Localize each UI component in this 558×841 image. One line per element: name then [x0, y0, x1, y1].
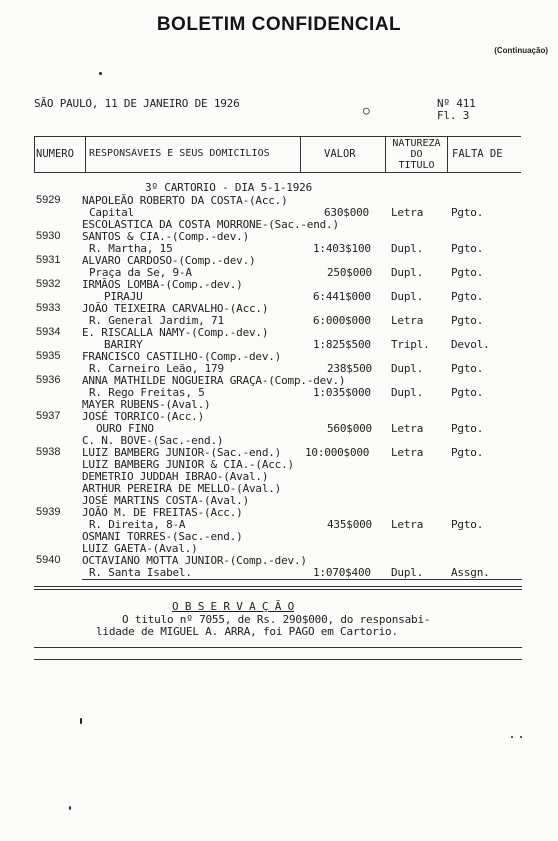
entry-number: 5932 [36, 278, 61, 290]
col-header-responsaveis: RESPONSAVEIS E SEUS DOMICILIOS [89, 148, 270, 159]
entry-number: 5933 [36, 302, 61, 314]
ink-speck [99, 72, 102, 75]
entry-nature: Letra [391, 206, 424, 219]
entry-nature: Letra [391, 518, 424, 531]
continuation-label: (Continuação) [494, 46, 548, 55]
ink-speck [520, 736, 522, 738]
entry-value: 1:403$100 [313, 242, 371, 255]
document-title: BOLETIM CONFIDENCIAL [156, 14, 402, 35]
entry-reason: Pgto. [451, 422, 484, 435]
sheet-number: Fl. 3 [437, 109, 470, 122]
entry-reason: Pgto. [451, 518, 484, 531]
city-date: SÃO PAULO, 11 DE JANEIRO DE 1926 [34, 97, 240, 110]
entry-number: 5931 [36, 254, 61, 266]
entry-number: 5930 [36, 230, 61, 242]
entry-line: LUIZ BAMBERG JUNIOR & CIA.-(Acc.) [82, 458, 294, 471]
entry-line: BARIRY [104, 338, 143, 351]
separator-rule-double [34, 589, 522, 590]
table-bottom-rule [82, 579, 522, 580]
entry-number: 5938 [36, 446, 61, 458]
entry-number: 5935 [36, 350, 61, 362]
col-header-numero: NUMERO [36, 148, 74, 160]
entry-line: FRANCISCO CASTILHO-(Comp.-dev.) [82, 350, 282, 363]
entry-value: 435$000 [327, 518, 372, 531]
col-header-falta: FALTA DE [452, 148, 503, 160]
entry-reason: Devol. [451, 338, 490, 351]
entry-value: 1:825$500 [313, 338, 371, 351]
entry-number: 5936 [36, 374, 61, 386]
entry-reason: Pgto. [451, 206, 484, 219]
entry-line: OURO FINO [96, 422, 154, 435]
entry-number: 5929 [36, 194, 61, 206]
entry-line: E. RISCALLA NAMY-(Comp.-dev.) [82, 326, 269, 339]
circle-mark-icon: ○ [363, 104, 370, 117]
entry-reason: Pgto. [451, 386, 484, 399]
separator-rule [34, 586, 522, 587]
entry-line: R. General Jardim, 71 [89, 314, 224, 327]
entry-reason: Pgto. [451, 314, 484, 327]
observation-rule [34, 647, 522, 648]
entry-line: ANNA MATHILDE NOGUEIRA GRAÇA-(Comp.-dev.) [82, 374, 346, 387]
entry-value: 560$000 [327, 422, 372, 435]
entry-number: 5934 [36, 326, 61, 338]
entry-number: 5939 [36, 506, 61, 518]
table-left-edge [34, 136, 35, 172]
entry-nature: Dupl. [391, 362, 424, 375]
col-divider-4 [447, 136, 448, 172]
entry-reason: Pgto. [451, 446, 484, 459]
entry-line: IRMÃOS LOMBA-(Comp.-dev.) [82, 278, 243, 291]
entry-value: 250$000 [327, 266, 372, 279]
entry-value: 1:070$400 [313, 566, 371, 579]
entry-line: JOÃO M. DE FREITAS-(Acc.) [82, 506, 243, 519]
entry-value: 6:000$000 [313, 314, 371, 327]
entry-number: 5940 [36, 554, 61, 566]
ink-speck [511, 736, 513, 738]
entry-line: PIRAJU [104, 290, 143, 303]
section-heading: 3º CARTORIO - DIA 5-1-1926 [145, 181, 312, 194]
entry-line: C. N. BOVE-(Sac.-end.) [82, 434, 224, 447]
col-divider-2 [300, 136, 301, 172]
entry-line: DEMETRIO JUDDAH IBRAO-(Aval.) [82, 470, 269, 483]
entry-nature: Dupl. [391, 266, 424, 279]
entry-line: ALVARO CARDOSO-(Comp.-dev.) [82, 254, 256, 267]
entry-line: OSMANI TORRES-(Sac.-end.) [82, 530, 243, 543]
entry-line: ARTHUR PEREIRA DE MELLO-(Aval.) [82, 482, 282, 495]
observation-heading: O B S E R V A Ç Ã O [172, 600, 295, 613]
ink-speck [69, 806, 71, 810]
entry-nature: Dupl. [391, 386, 424, 399]
col-header-natureza-3: TITULO [398, 160, 435, 171]
entry-reason: Pgto. [451, 290, 484, 303]
entry-value: 10:000$000 [305, 446, 370, 459]
entry-reason: Pgto. [451, 242, 484, 255]
entry-nature: Letra [391, 422, 424, 435]
observation-rule-lower [34, 659, 522, 660]
entry-line: LUIZ GAETA-(Aval.) [82, 542, 198, 555]
entry-nature: Letra [391, 314, 424, 327]
entry-reason: Pgto. [451, 266, 484, 279]
entry-line: LUIZ BAMBERG JUNIOR-(Sac.-end.) [82, 446, 282, 459]
entry-nature: Letra [391, 446, 424, 459]
entry-line: R. Direita, 8-A [89, 518, 186, 531]
col-header-valor: VALOR [324, 148, 356, 160]
col-header-natureza-1: NATUREZA [392, 138, 441, 149]
entry-line: ESCOLASTICA DA COSTA MORRONE-(Sac.-end.) [82, 218, 339, 231]
entry-reason: Pgto. [451, 362, 484, 375]
col-divider-1 [85, 136, 86, 172]
col-header-natureza-2: DO [410, 149, 423, 160]
entry-value: 1:035$000 [313, 386, 371, 399]
table-header-rule [34, 172, 521, 173]
entry-line: R. Santa Isabel. [89, 566, 192, 579]
entry-line: MAYER RUBENS-(Aval.) [82, 398, 211, 411]
entry-value: 6:441$000 [313, 290, 371, 303]
entry-line: OCTAVIANO MOTTA JUNIOR-(Comp.-dev.) [82, 554, 307, 567]
ink-speck [80, 718, 82, 724]
entry-line: JOÃO TEIXEIRA CARVALHO-(Acc.) [82, 302, 269, 315]
entry-reason: Assgn. [451, 566, 490, 579]
entry-nature: Tripl. [391, 338, 430, 351]
entry-line: JOSÉ TORRICO-(Acc.) [82, 410, 205, 423]
entry-line: Praça da Se, 9-A [89, 266, 192, 279]
observation-line: O titulo nº 7055, de Rs. 290$000, do responsabi- [122, 613, 431, 626]
entry-nature: Dupl. [391, 290, 424, 303]
entry-number: 5937 [36, 410, 61, 422]
entry-value: 630$000 [324, 206, 369, 219]
entry-line: R. Martha, 15 [89, 242, 173, 255]
entry-line: Capital [89, 206, 134, 219]
entry-line: SANTOS & CIA.-(Comp.-dev.) [82, 230, 249, 243]
entry-line: NAPOLEÃO ROBERTO DA COSTA-(Acc.) [82, 194, 288, 207]
entry-line: R. Carneiro Leão, 179 [89, 362, 224, 375]
bulletin-number: Nº 411 [437, 97, 476, 110]
entry-nature: Dupl. [391, 242, 424, 255]
entry-value: 238$500 [327, 362, 372, 375]
entry-line: R. Rego Freitas, 5 [89, 386, 205, 399]
entry-line: JOSÉ MARTINS COSTA-(Aval.) [82, 494, 249, 507]
entry-nature: Dupl. [391, 566, 424, 579]
observation-line: lidade de MIGUEL A. ARRA, foi PAGO em Cartorio. [96, 625, 398, 638]
